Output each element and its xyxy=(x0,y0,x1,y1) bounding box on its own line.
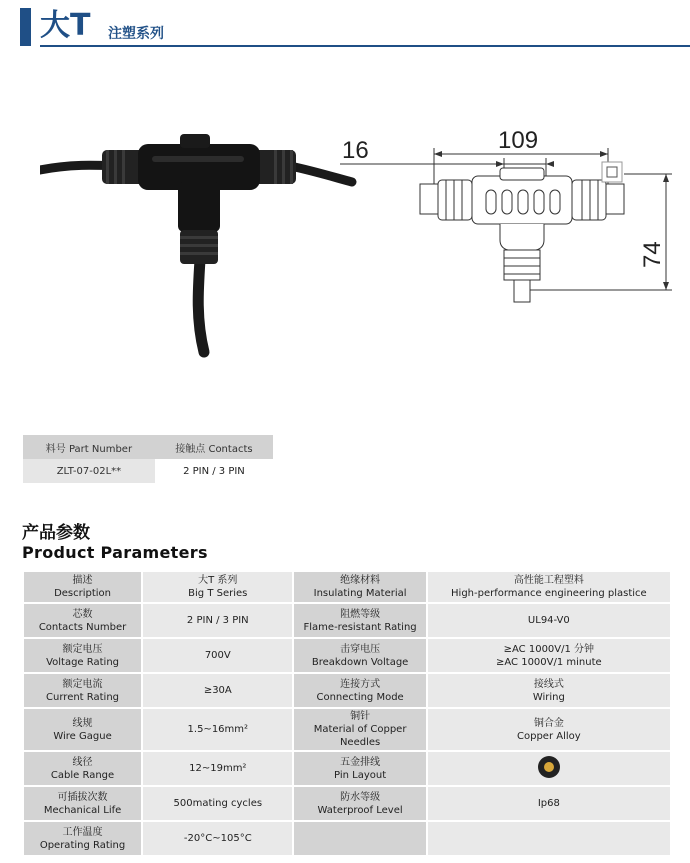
param-label-cell xyxy=(294,709,425,750)
param-label-cell xyxy=(294,639,425,672)
cell-text-primary: 2 PIN / 3 PIN xyxy=(186,615,249,626)
cell-text-primary: ≥30A xyxy=(203,685,232,696)
cell-text-secondary: Wire Gague xyxy=(53,730,112,742)
dim-cable-label: 16 xyxy=(342,137,369,164)
cell-text-secondary: High-performance engineering plastice xyxy=(451,588,647,599)
cell-text-secondary: Material of Copper Needles xyxy=(313,724,407,748)
part-number-header: 料号 Part Number xyxy=(23,435,155,459)
cell-text-primary: 阻燃等级 xyxy=(340,608,381,620)
product-parameters-table xyxy=(22,570,672,857)
cell-text-secondary: Mechanical Life xyxy=(43,804,122,816)
param-value-cell xyxy=(428,674,670,707)
param-value-cell xyxy=(428,822,670,855)
param-label-cell xyxy=(294,752,425,785)
cell-text-secondary: Waterproof Level xyxy=(317,804,403,816)
cell-text-primary: UL94-V0 xyxy=(527,615,570,626)
cell-text-secondary: Copper Alloy xyxy=(517,730,581,742)
param-value-cell xyxy=(428,787,670,820)
param-label-cell xyxy=(294,822,425,855)
cell-text-primary: 击穿电压 xyxy=(340,643,381,655)
cell-text-secondary: Insulating Material xyxy=(313,588,407,599)
param-value-cell xyxy=(143,572,292,602)
cell-text-primary: 工作温度 xyxy=(62,826,103,838)
cell-text-primary: 可插拔次数 xyxy=(57,791,108,803)
table-row xyxy=(24,572,670,602)
cell-text-primary: 1.5~16mm² xyxy=(187,724,249,735)
cell-text-secondary: Breakdown Voltage xyxy=(311,656,409,668)
cell-text-primary: ≥AC 1000V/1 分钟 xyxy=(503,643,595,655)
dimension-drawing xyxy=(340,118,680,318)
product-photo xyxy=(40,120,360,370)
cell-text-primary: 防水等级 xyxy=(340,791,381,803)
param-label-cell xyxy=(24,604,141,637)
cell-text-secondary: Operating Rating xyxy=(39,839,126,851)
contacts-header: 接触点 Contacts xyxy=(155,435,273,459)
param-label-cell xyxy=(24,822,141,855)
param-value-cell xyxy=(428,752,670,785)
param-value-cell xyxy=(143,674,292,707)
cell-text-primary: 12~19mm² xyxy=(189,763,247,774)
cell-text-primary: 额定电压 xyxy=(62,643,103,655)
cell-text-secondary: Current Rating xyxy=(46,691,120,703)
cell-text-primary: 线规 xyxy=(72,717,93,729)
header-subtitle: 注塑系列 xyxy=(108,26,164,42)
param-value-cell xyxy=(143,709,292,750)
param-value-cell xyxy=(143,639,292,672)
cell-text-primary: 500mating cycles xyxy=(173,798,263,809)
param-value-cell xyxy=(428,639,670,672)
table-row xyxy=(24,822,670,855)
cell-text-secondary: Pin Layout xyxy=(334,769,387,781)
param-value-cell xyxy=(143,752,292,785)
dim-height-label: 74 xyxy=(639,241,666,268)
part-number-value: ZLT-07-02L** xyxy=(23,459,155,483)
cell-text-primary: 接线式 xyxy=(533,678,564,690)
cell-text-primary: 五金排线 xyxy=(340,756,381,768)
param-value-cell xyxy=(143,822,292,855)
param-label-cell xyxy=(294,604,425,637)
section-title-en: Product Parameters xyxy=(22,543,208,562)
cell-text-secondary: Description xyxy=(54,588,112,599)
cell-text-secondary: ≥AC 1000V/1 minute xyxy=(496,656,602,668)
cell-text-primary: 铜合金 xyxy=(533,717,564,729)
cell-text-secondary: Flame-resistant Rating xyxy=(303,621,417,633)
param-value-cell xyxy=(143,604,292,637)
table-row xyxy=(24,639,670,672)
table-row xyxy=(24,709,670,750)
part-number-table xyxy=(23,435,273,483)
param-value-cell xyxy=(428,572,670,602)
cell-text-primary: 700V xyxy=(204,650,231,661)
section-title-cn: 产品参数 xyxy=(22,523,90,543)
cell-text-primary: 连接方式 xyxy=(340,678,381,690)
cell-text-secondary: Voltage Rating xyxy=(46,656,120,668)
cell-text-primary: 绝缘材料 xyxy=(340,575,381,586)
page-header xyxy=(20,2,672,50)
cell-text-primary: 大T 系列 xyxy=(198,575,238,586)
param-label-cell xyxy=(24,709,141,750)
param-value-cell xyxy=(428,709,670,750)
cell-text-primary: 线径 xyxy=(72,756,93,768)
param-label-cell xyxy=(294,674,425,707)
dim-width-label: 109 xyxy=(498,127,539,154)
cell-text-secondary: Big T Series xyxy=(188,588,248,599)
param-label-cell xyxy=(24,674,141,707)
cell-text-primary: 铜针 xyxy=(350,711,371,722)
table-row xyxy=(24,787,670,820)
cell-text-secondary: Cable Range xyxy=(50,769,115,781)
cell-text-primary: -20°C~105°C xyxy=(183,833,252,844)
param-label-cell xyxy=(24,787,141,820)
cell-text-primary: 描述 xyxy=(72,575,93,586)
table-row xyxy=(24,674,670,707)
cell-text-primary: 芯数 xyxy=(72,608,93,620)
pin-layout-icon xyxy=(538,756,560,778)
param-label-cell xyxy=(294,572,425,602)
cell-text-primary: 额定电流 xyxy=(62,678,103,690)
param-label-cell xyxy=(24,639,141,672)
cell-text-secondary: Contacts Number xyxy=(38,621,127,633)
cell-text-primary: 高性能工程塑料 xyxy=(513,575,584,586)
param-value-cell xyxy=(428,604,670,637)
cell-text-secondary: Connecting Mode xyxy=(316,691,404,703)
contacts-value: 2 PIN / 3 PIN xyxy=(155,459,273,483)
header-title: 大T xyxy=(40,8,91,43)
table-row xyxy=(24,752,670,785)
table-row xyxy=(24,604,670,637)
cell-text-primary: Ip68 xyxy=(537,798,560,809)
param-value-cell xyxy=(143,787,292,820)
param-label-cell xyxy=(24,572,141,602)
param-label-cell xyxy=(294,787,425,820)
header-accent-bar xyxy=(20,8,31,46)
param-label-cell xyxy=(24,752,141,785)
cell-text-secondary: Wiring xyxy=(532,691,565,703)
header-divider xyxy=(40,45,690,47)
